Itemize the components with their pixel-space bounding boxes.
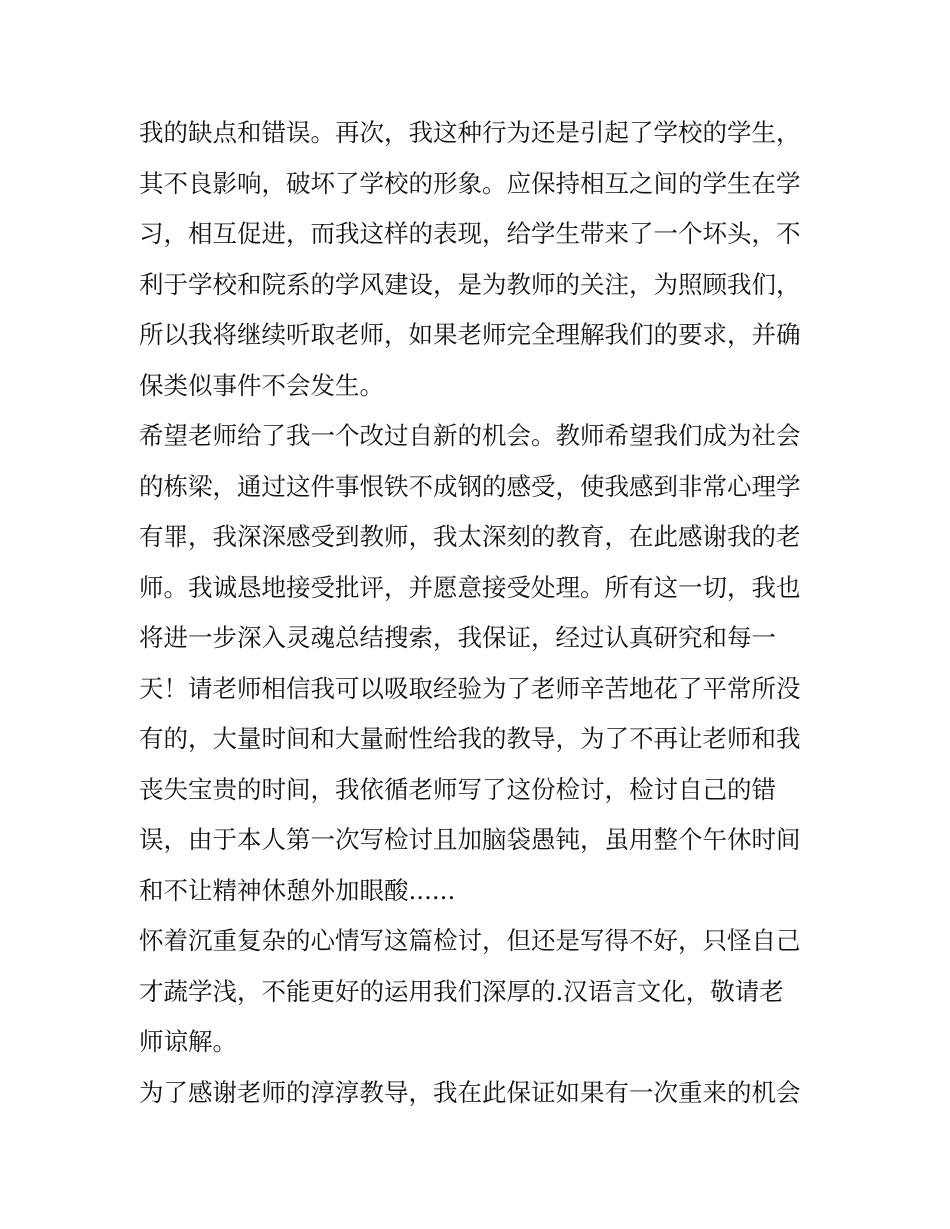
text-line: 误，由于本人第一次写检讨且加脑袋愚钝，虽用整个午休时间 [139, 825, 801, 854]
paragraph-4 [139, 1068, 829, 1119]
text-line: 有的，大量时间和大量耐性给我的教导，为了不再让老师和我 [139, 724, 801, 753]
text-line: 希望老师给了我一个改过自新的机会。教师希望我们成为社会 [139, 421, 801, 450]
text-line: 师。我诚恳地接受批评，并愿意接受处理。所有这一切，我也 [139, 572, 801, 602]
paragraph-2 [139, 411, 829, 916]
text-line: 丧失宝贵的时间，我依循老师写了这份检讨，检讨自己的错 [139, 774, 776, 804]
document-body [139, 108, 829, 1118]
text-line: 为了感谢老师的淳淳教导，我在此保证如果有一次重来的机会 [139, 1077, 801, 1107]
text-line: 怀着沉重复杂的心情写这篇检讨，但还是写得不好，只怪自己 [139, 926, 801, 955]
text-line: 才蔬学浅，不能更好的运用我们深厚的.汉语言文化，敬请老 [139, 976, 784, 1006]
text-line: 利于学校和院系的学风建设，是为教师的关注，为照顾我们， [139, 269, 801, 299]
text-line: 将进一步深入灵魂总结搜索，我保证，经过认真研究和每一 [139, 623, 776, 652]
paragraph-1 [139, 108, 829, 411]
text-line: 保类似事件不会发生。 [139, 370, 384, 400]
text-line: 和不让精神休憩外加眼酸...... [139, 875, 456, 905]
text-line: 有罪，我深深感受到教师，我太深刻的教育，在此感谢我的老 [139, 522, 801, 551]
text-line: 的栋梁，通过这件事恨铁不成钢的感受，使我感到非常心理学 [139, 471, 801, 501]
text-line: 天！请老师相信我可以吸取经验为了老师辛苦地花了平常所没 [139, 673, 801, 703]
text-line: 其不良影响，破坏了学校的形象。应保持相互之间的学生在学 [139, 168, 801, 198]
text-line: 习，相互促进，而我这样的表现，给学生带来了一个坏头，不 [139, 219, 801, 248]
text-line: 师谅解。 [139, 1027, 237, 1056]
text-line: 所以我将继续听取老师，如果老师完全理解我们的要求，并确 [139, 320, 801, 349]
paragraph-3 [139, 916, 829, 1068]
text-line: 我的缺点和错误。再次，我这种行为还是引起了学校的学生， [139, 118, 801, 147]
